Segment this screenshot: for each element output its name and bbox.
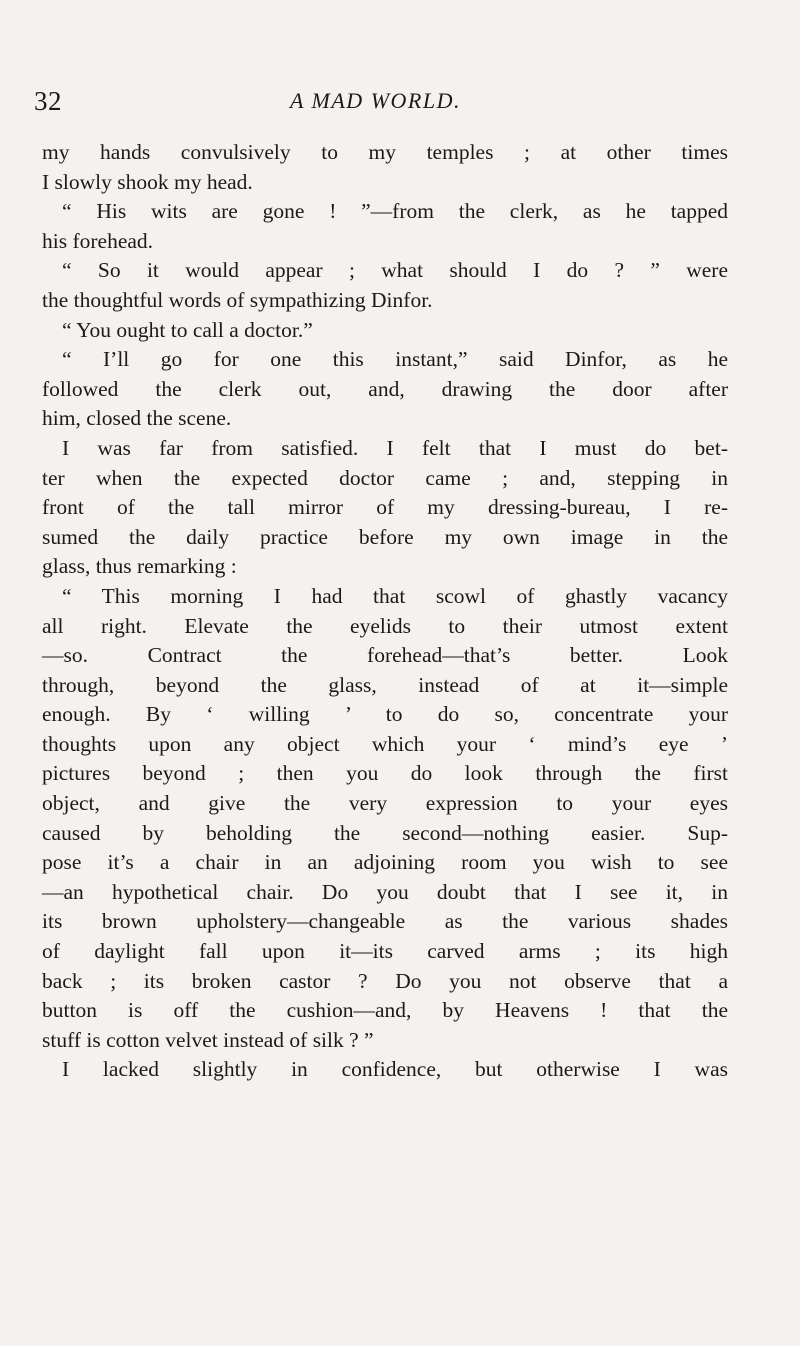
text-line: “ This morning I had that scowl of ghastly vacancy [62, 583, 728, 608]
text-line: back ; its broken castor ? Do you not observe that a [42, 968, 728, 993]
text-line: pictures beyond ; then you do look through the first [42, 761, 728, 786]
text-line: of daylight fall upon it—its carved arms ; its high [42, 939, 728, 964]
text-line: “ You ought to call a doctor.” [62, 317, 313, 342]
text-line: caused by beholding the second—nothing easier. Sup- [42, 820, 728, 845]
text-line: followed the clerk out, and, drawing the door after [42, 376, 728, 401]
text-line: —so. Contract the forehead—that’s better. Look [42, 643, 728, 668]
text-line: my hands convulsively to my temples ; at other times [42, 140, 728, 164]
text-line: object, and give the very expression to your eyes [42, 791, 728, 816]
text-line: all right. Elevate the eyelids to their utmost extent [42, 613, 728, 638]
text-line: glass, thus remarking : [42, 554, 237, 579]
text-line: his forehead. [42, 228, 154, 253]
text-line: “ I’ll go for one this instant,” said Dinfor, as he [62, 347, 728, 372]
text-line: I slowly shook my head. [42, 169, 253, 194]
text-line: the thoughtful words of sympathizing Dinfor. [42, 287, 433, 312]
text-line: I lacked slightly in confidence, but otherwise I was [62, 1057, 728, 1082]
page-header [34, 86, 754, 126]
text-line: button is off the cushion—and, by Heavens ! that the [42, 998, 728, 1023]
text-line: pose it’s a chair in an adjoining room you wish to see [42, 850, 728, 875]
text-line: “ His wits are gone ! ”—from the clerk, as he tapped [62, 199, 728, 224]
text-line: ter when the expected doctor came ; and, stepping in [42, 465, 728, 490]
running-title: A MAD WORLD. [290, 88, 461, 113]
text-line: him, closed the scene. [42, 406, 232, 431]
page-number: 32 [34, 86, 62, 116]
text-line: —an hypothetical chair. Do you doubt that I see it, in [42, 879, 728, 904]
text-line: I was far from satisfied. I felt that I must do bet- [62, 435, 728, 460]
text-line: stuff is cotton velvet instead of silk ? ” [42, 1027, 374, 1052]
text-line: through, beyond the glass, instead of at it—simple [42, 672, 728, 697]
body-text [42, 138, 728, 1085]
text-line: enough. By ‘ willing ’ to do so, concentrate your [42, 702, 728, 727]
text-line: front of the tall mirror of my dressing-bureau, I re- [42, 495, 728, 520]
text-line: its brown upholstery—changeable as the various shades [42, 909, 728, 934]
text-line: thoughts upon any object which your ‘ mind’s eye ’ [42, 731, 728, 756]
text-line: “ So it would appear ; what should I do ? ” were [62, 258, 728, 283]
text-line: sumed the daily practice before my own image in the [42, 524, 728, 549]
